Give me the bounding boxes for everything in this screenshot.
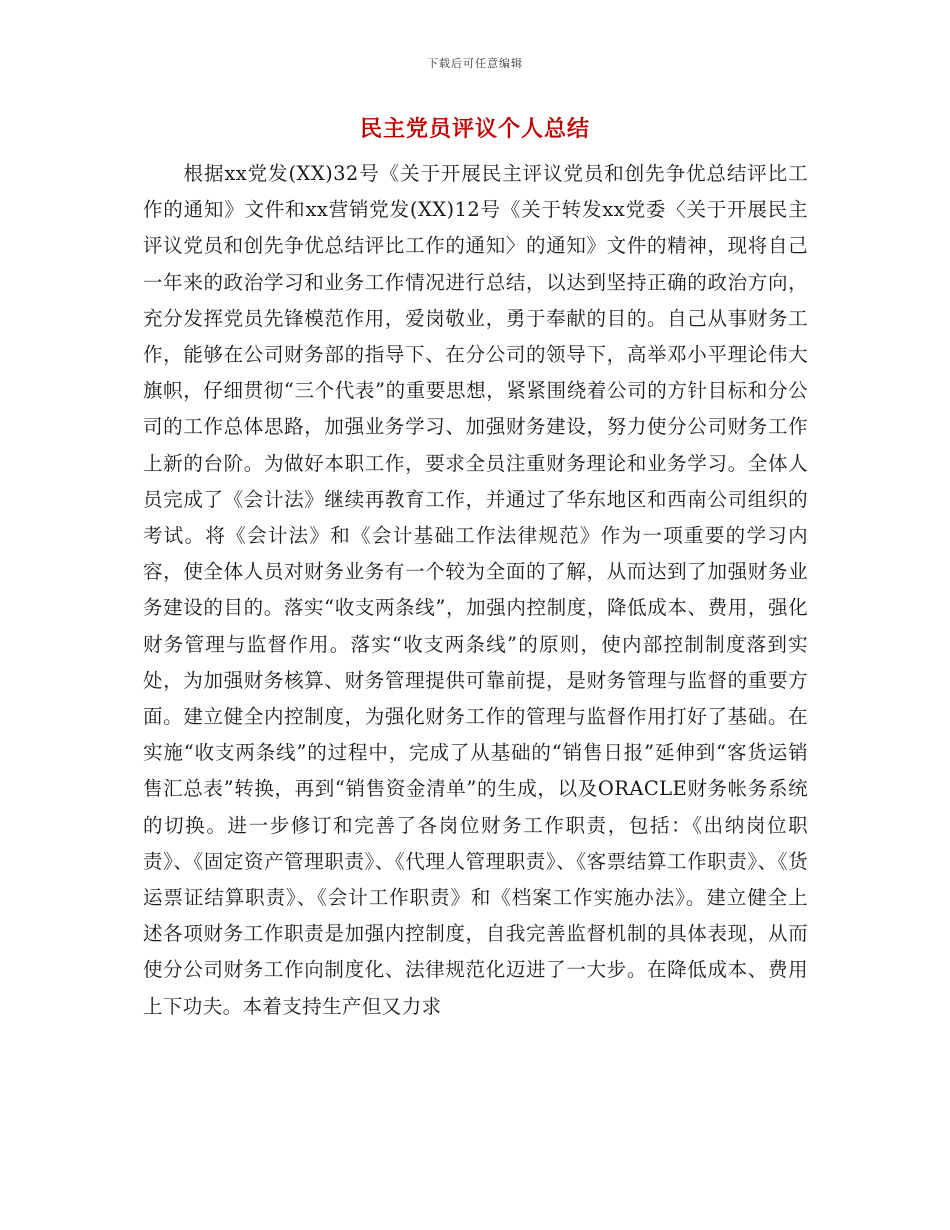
- document-title: 民主党员评议个人总结: [359, 117, 590, 142]
- page-header-note: 下载后可任意编辑: [427, 57, 523, 70]
- body-paragraph: 根据xx党发(XX)32号《关于开展民主评议党员和创先争优总结评比工作的通知》文件和xx营销党发(XX)12号《关于转发xx党委〈关于开展民主评议党员和创先争优总结评比工作的通知〉的通知》文件的精神，现将自己一年来的政治学习和业务工作情况进行总结，以达到坚持正确的政治方向，充分发挥党员先锋模范作用，爱岗敬业，勇于奉献的目的。自己从事财务工作，能够在公司财务部的指导下、在分公司的领导下，高举邓小平理论伟大旗帜，仔细贯彻“三个代表”的重要思想，紧紧围绕着公司的方针目标和分公司的工作总体思路，加强业务学习、加强财务建设，努力使分公司财务工作上新的台阶。为做好本职工作，要求全员注重财务理论和业务学习。全体人员完成了《会计法》继续再教育工作，并通过了华东地区和西南公司组织的考试。将《会计法》和《会计基础工作法律规范》作为一项重要的学习内容，使全体人员对财务业务有一个较为全面的了解，从而达到了加强财务业务建设的目的。落实“收支两条线”，加强内控制度，降低成本、费用，强化财务管理与监督作用。落实“收支两条线”的原则，使内部控制制度落到实处，为加强财务核算、财务管理提供可靠前提，是财务管理与监督的重要方面。建立健全内控制度，为强化财务工作的管理与监督作用打好了基础。在实施“收支两条线”的过程中，完成了从基础的“销售日报”延伸到“客货运销售汇总表”转换，再到“销售资金清单”的生成，以及ORACLE财务帐务系统的切换。进一步修订和完善了各岗位财务工作职责，包括：《出纳岗位职责》、《固定资产管理职责》、《代理人管理职责》、《客票结算工作职责》、《货运票证结算职责》、《会计工作职责》和《档案工作实施办法》。建立健全上述各项财务工作职责是加强内控制度，自我完善监督机制的具体表现，从而使分公司财务工作向制度化、法律规范化迈进了一大步。在降低成本、费用上下功夫。本着支持生产但又力求: [143, 162, 808, 1018]
- document-body: [143, 156, 808, 1025]
